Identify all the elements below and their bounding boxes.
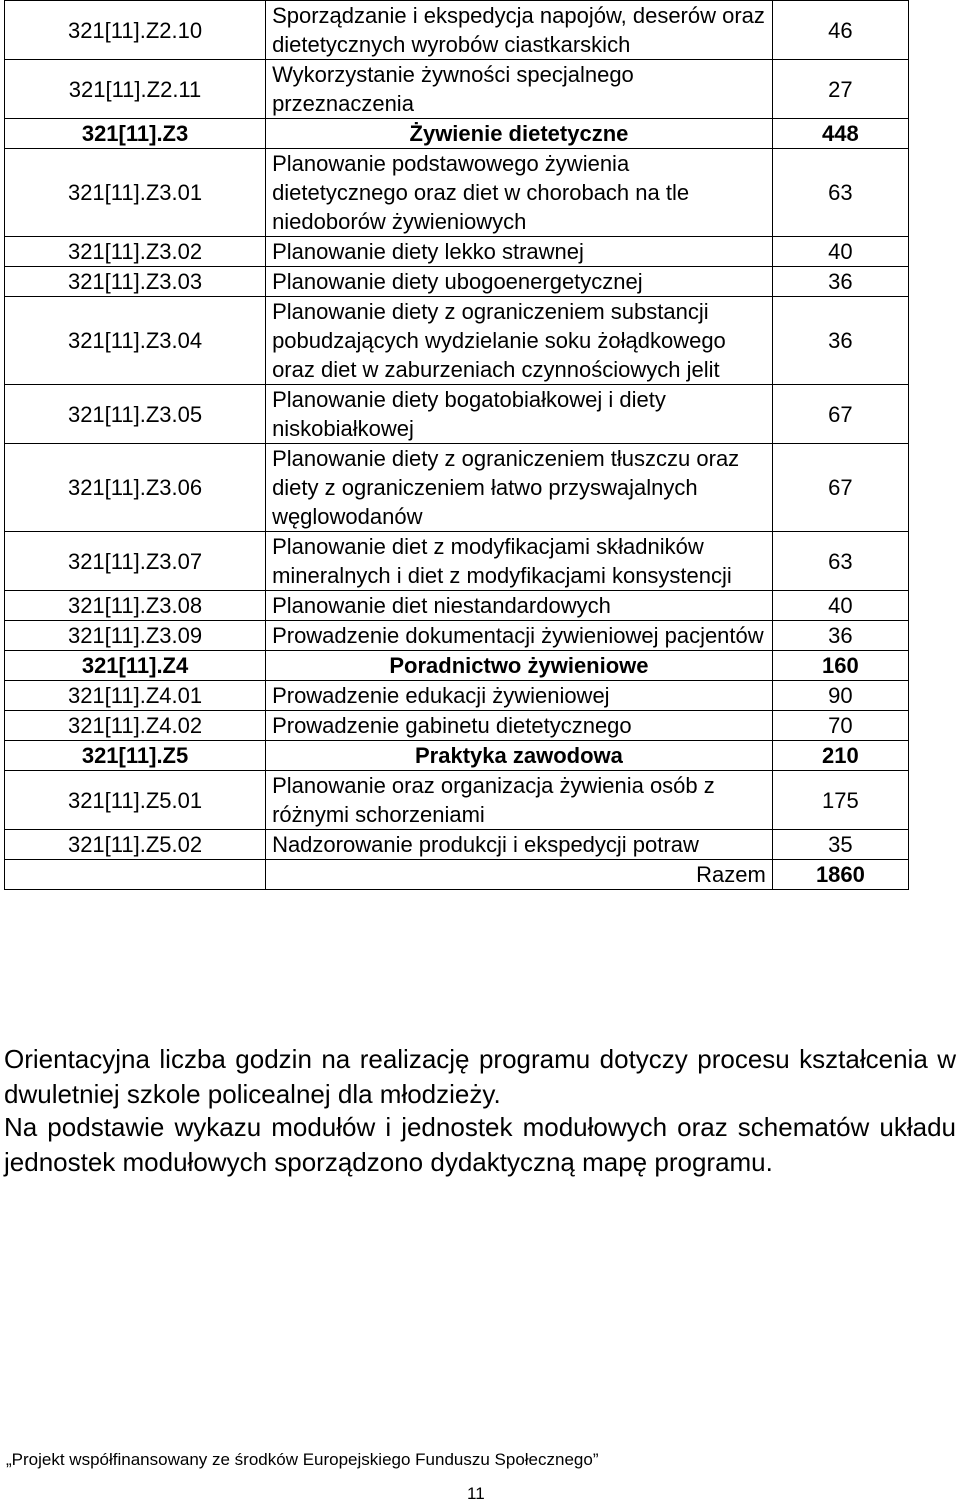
module-unit-row	[5, 830, 909, 860]
unit-hours-cell: 40	[772, 591, 908, 621]
unit-hours-cell: 160	[772, 651, 908, 681]
total-value: 1860	[772, 860, 908, 890]
unit-code-cell: 321[11].Z3.01	[5, 149, 266, 237]
unit-hours-cell: 448	[772, 119, 908, 149]
unit-name-cell: Wykorzystanie żywności specjalnego przeznaczenia	[266, 60, 773, 119]
unit-code-cell: 321[11].Z3.05	[5, 385, 266, 444]
modules-table	[4, 0, 909, 890]
unit-code-cell: 321[11].Z2.11	[5, 60, 266, 119]
module-unit-row	[5, 444, 909, 532]
unit-code-cell: 321[11].Z4.02	[5, 711, 266, 741]
modules-table-body	[5, 1, 909, 890]
module-unit-row	[5, 771, 909, 830]
unit-name-cell: Nadzorowanie produkcji i ekspedycji potraw	[266, 830, 773, 860]
module-section-row	[5, 651, 909, 681]
unit-code-cell: 321[11].Z5.01	[5, 771, 266, 830]
unit-name-cell: Planowanie diety ubogoenergetycznej	[266, 267, 773, 297]
module-section-row	[5, 741, 909, 771]
unit-hours-cell: 90	[772, 681, 908, 711]
unit-code-cell: 321[11].Z3	[5, 119, 266, 149]
unit-hours-cell: 175	[772, 771, 908, 830]
unit-hours-cell: 36	[772, 297, 908, 385]
unit-hours-cell: 63	[772, 532, 908, 591]
unit-name-cell: Planowanie oraz organizacja żywienia osób z różnymi schorzeniami	[266, 771, 773, 830]
unit-name-cell: Planowanie diety z ograniczeniem tłuszczu oraz diety z ograniczeniem łatwo przyswajalnych węglowodanów	[266, 444, 773, 532]
unit-name-cell: Planowanie diety lekko strawnej	[266, 237, 773, 267]
unit-name-cell: Planowanie podstawowego żywienia dietetycznego oraz diet w chorobach na tle niedoborów żywieniowych	[266, 149, 773, 237]
unit-name-cell: Prowadzenie dokumentacji żywieniowej pacjentów	[266, 621, 773, 651]
unit-name-cell: Planowanie diety z ograniczeniem substancji pobudzających wydzielanie soku żołądkowego oraz diet w zaburzeniach czynnościowych jelit	[266, 297, 773, 385]
unit-hours-cell: 36	[772, 267, 908, 297]
total-label: Razem	[266, 860, 773, 890]
module-unit-row	[5, 681, 909, 711]
module-unit-row	[5, 149, 909, 237]
unit-name-cell: Poradnictwo żywieniowe	[266, 651, 773, 681]
unit-hours-cell: 67	[772, 444, 908, 532]
unit-code-cell: 321[11].Z3.09	[5, 621, 266, 651]
unit-code-cell: 321[11].Z3.02	[5, 237, 266, 267]
paragraph-hours-note: Orientacyjna liczba godzin na realizację programu dotyczy procesu kształcenia w dwuletniej szkole policealnej dla młodzieży.	[4, 1044, 956, 1109]
unit-code-cell: 321[11].Z3.08	[5, 591, 266, 621]
unit-hours-cell: 46	[772, 1, 908, 60]
module-unit-row	[5, 532, 909, 591]
module-section-row	[5, 119, 909, 149]
unit-name-cell: Żywienie dietetyczne	[266, 119, 773, 149]
unit-hours-cell: 67	[772, 385, 908, 444]
total-blank-cell	[5, 860, 266, 890]
module-unit-row	[5, 237, 909, 267]
unit-name-cell: Sporządzanie i ekspedycja napojów, deserów oraz dietetycznych wyrobów ciastkarskich	[266, 1, 773, 60]
unit-name-cell: Planowanie diet z modyfikacjami składników mineralnych i diet z modyfikacjami konsystencji	[266, 532, 773, 591]
unit-code-cell: 321[11].Z4.01	[5, 681, 266, 711]
unit-hours-cell: 210	[772, 741, 908, 771]
paragraph-program-map-note: Na podstawie wykazu modułów i jednostek modułowych oraz schematów układu jednostek modułowych sporządzono dydaktyczną mapę programu.	[4, 1112, 956, 1177]
unit-code-cell: 321[11].Z3.07	[5, 532, 266, 591]
unit-code-cell: 321[11].Z5.02	[5, 830, 266, 860]
unit-hours-cell: 70	[772, 711, 908, 741]
unit-name-cell: Planowanie diety bogatobiałkowej i diety niskobiałkowej	[266, 385, 773, 444]
unit-code-cell: 321[11].Z3.04	[5, 297, 266, 385]
unit-hours-cell: 35	[772, 830, 908, 860]
footer-text: Projekt współfinansowany ze środków Europejskiego Funduszu Społecznego	[11, 1450, 593, 1469]
module-unit-row	[5, 385, 909, 444]
module-unit-row	[5, 267, 909, 297]
footer-funding-note: „Projekt współfinansowany ze środków Europejskiego Funduszu Społecznego”	[6, 1450, 599, 1469]
page-number: 11	[467, 1484, 485, 1503]
unit-code-cell: 321[11].Z4	[5, 651, 266, 681]
unit-code-cell: 321[11].Z5	[5, 741, 266, 771]
unit-code-cell: 321[11].Z3.03	[5, 267, 266, 297]
module-unit-row	[5, 1, 909, 60]
unit-code-cell: 321[11].Z3.06	[5, 444, 266, 532]
unit-hours-cell: 40	[772, 237, 908, 267]
module-unit-row	[5, 60, 909, 119]
unit-hours-cell: 27	[772, 60, 908, 119]
module-unit-row	[5, 621, 909, 651]
unit-name-cell: Praktyka zawodowa	[266, 741, 773, 771]
module-unit-row	[5, 711, 909, 741]
module-unit-row	[5, 297, 909, 385]
unit-name-cell: Prowadzenie edukacji żywieniowej	[266, 681, 773, 711]
unit-name-cell: Prowadzenie gabinetu dietetycznego	[266, 711, 773, 741]
unit-code-cell: 321[11].Z2.10	[5, 1, 266, 60]
unit-name-cell: Planowanie diet niestandardowych	[266, 591, 773, 621]
module-unit-row	[5, 591, 909, 621]
unit-hours-cell: 63	[772, 149, 908, 237]
total-row	[5, 860, 909, 890]
unit-hours-cell: 36	[772, 621, 908, 651]
